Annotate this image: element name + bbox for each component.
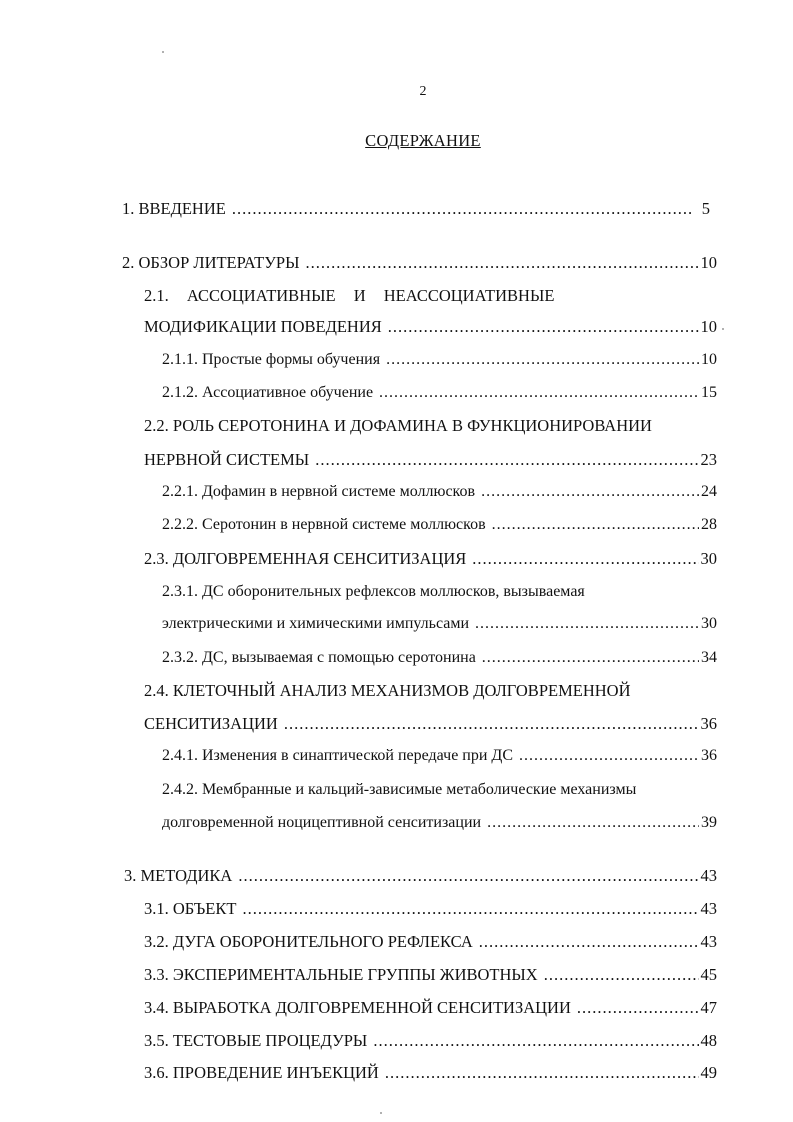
toc-leader-dots bbox=[544, 965, 699, 985]
toc-entry-3-1 bbox=[144, 899, 717, 921]
toc-leader-dots bbox=[487, 814, 699, 832]
toc-entry-2-3-1 bbox=[162, 615, 717, 637]
toc-leader-dots bbox=[238, 866, 698, 886]
toc-entry-2-3-2 bbox=[162, 649, 717, 671]
toc-entry-label: 2.2.1. Дофамин в нервной системе моллюсков bbox=[162, 483, 476, 500]
toc-entry-page: 5 bbox=[701, 199, 710, 218]
toc-entry-label: 2.3. ДОЛГОВРЕМЕННАЯ СЕНСИТИЗАЦИЯ bbox=[144, 549, 467, 568]
toc-entry-page: 45 bbox=[700, 965, 717, 984]
toc-entry-label: 2.1.2. Ассоциативное обучение bbox=[162, 384, 374, 401]
toc-leader-dots bbox=[385, 1063, 699, 1083]
scan-speck bbox=[162, 51, 164, 53]
toc-entry-page: 34 bbox=[701, 649, 717, 666]
toc-entry-label: 2.4.1. Изменения в синаптической передаче при ДС bbox=[162, 747, 513, 764]
toc-entry-label: 2.2.2. Серотонин в нервной системе моллюсков bbox=[162, 516, 486, 533]
toc-leader-dots bbox=[475, 615, 699, 633]
toc-entry-label: НЕРВНОЙ СИСТЕМЫ bbox=[144, 450, 310, 469]
toc-entry-label: 2. ОБЗОР ЛИТЕРАТУРЫ bbox=[122, 253, 300, 272]
toc-entry-page: 24 bbox=[701, 483, 717, 500]
toc-entry-2-4-2 bbox=[162, 814, 717, 836]
toc-entry-page: 36 bbox=[700, 714, 717, 733]
toc-leader-dots bbox=[481, 483, 699, 501]
toc-entry-2-2-line1: 2.2. РОЛЬ СЕРОТОНИНА И ДОФАМИНА В ФУНКЦИОНИРОВАНИИ bbox=[144, 416, 652, 435]
toc-entry-page: 10 bbox=[700, 253, 717, 272]
toc-entry-label: 1. ВВЕДЕНИЕ bbox=[122, 199, 226, 218]
toc-entry-page: 47 bbox=[700, 998, 717, 1017]
toc-entry-page: 28 bbox=[701, 516, 717, 533]
toc-entry-page: 43 bbox=[700, 899, 717, 918]
toc-entry-2-4-line1: 2.4. КЛЕТОЧНЫЙ АНАЛИЗ МЕХАНИЗМОВ ДОЛГОВРЕМЕННОЙ bbox=[144, 681, 631, 700]
toc-entry-page: 43 bbox=[700, 932, 717, 951]
toc-entry-3-5 bbox=[144, 1031, 717, 1053]
toc-entry-3-3 bbox=[144, 965, 717, 987]
toc-entry-label: долговременной ноцицептивной сенситизации bbox=[162, 814, 482, 831]
toc-leader-dots bbox=[242, 899, 698, 919]
toc-entry-label: 2.3.2. ДС, вызываемая с помощью серотонина bbox=[162, 649, 476, 666]
toc-entry-2-3-1-line1: 2.3.1. ДС оборонительных рефлексов моллюсков, вызываемая bbox=[162, 583, 585, 600]
toc-entry-page: 30 bbox=[700, 549, 717, 568]
toc-entry-2-2-1 bbox=[162, 483, 717, 505]
toc-entry-3-2 bbox=[144, 932, 717, 954]
toc-entry-2-2 bbox=[144, 450, 717, 472]
toc-entry-page: 23 bbox=[700, 450, 717, 469]
scan-speck bbox=[380, 1112, 382, 1114]
toc-entry-2-2-2 bbox=[162, 516, 717, 538]
toc-leader-dots bbox=[232, 199, 694, 219]
toc-entry-page: 10 bbox=[700, 317, 717, 336]
toc-entry-label: МОДИФИКАЦИИ ПОВЕДЕНИЯ bbox=[144, 317, 382, 336]
toc-entry-page: 15 bbox=[701, 384, 717, 401]
toc-leader-dots bbox=[492, 516, 699, 534]
toc-leader-dots bbox=[519, 747, 699, 765]
toc-entry-2-4 bbox=[144, 714, 717, 736]
toc-leader-dots bbox=[577, 998, 699, 1018]
toc-entry-page: 39 bbox=[701, 814, 717, 831]
toc-entry-label: СЕНСИТИЗАЦИИ bbox=[144, 714, 278, 733]
toc-entry-2-1-line1: 2.1. АССОЦИАТИВНЫЕ И НЕАССОЦИАТИВНЫЕ bbox=[144, 286, 555, 305]
toc-entry-label: электрическими и химическими импульсами bbox=[162, 615, 470, 632]
toc-leader-dots bbox=[379, 384, 699, 402]
toc-entry-label: 3.2. ДУГА ОБОРОНИТЕЛЬНОГО РЕФЛЕКСА bbox=[144, 932, 473, 951]
toc-entry-label: 3.6. ПРОВЕДЕНИЕ ИНЪЕКЦИЙ bbox=[144, 1063, 379, 1082]
toc-entry-methods bbox=[124, 866, 717, 888]
page-number: 2 bbox=[419, 84, 427, 99]
toc-entry-page: 30 bbox=[701, 615, 717, 632]
toc-leader-dots bbox=[373, 1031, 698, 1051]
toc-entry-label: 3.5. ТЕСТОВЫЕ ПРОЦЕДУРЫ bbox=[144, 1031, 368, 1050]
toc-entry-introduction bbox=[122, 199, 710, 221]
toc-entry-literature-review bbox=[122, 253, 717, 275]
toc-entry-page: 36 bbox=[701, 747, 717, 764]
toc-leader-dots bbox=[479, 932, 699, 952]
toc-leader-dots bbox=[388, 317, 699, 337]
toc-leader-dots bbox=[386, 351, 699, 369]
toc-leader-dots bbox=[306, 253, 699, 273]
toc-leader-dots bbox=[482, 649, 699, 667]
scan-speck bbox=[722, 328, 724, 330]
toc-entry-label: 2.1.1. Простые формы обучения bbox=[162, 351, 381, 368]
toc-entry-label: 3.4. ВЫРАБОТКА ДОЛГОВРЕМЕННОЙ СЕНСИТИЗАЦИИ bbox=[144, 998, 571, 1017]
toc-entry-3-4 bbox=[144, 998, 717, 1020]
toc-entry-2-1 bbox=[144, 317, 717, 339]
toc-entry-label: 3.1. ОБЪЕКТ bbox=[144, 899, 237, 918]
toc-entry-2-1-2 bbox=[162, 384, 717, 406]
toc-entry-3-6 bbox=[144, 1063, 717, 1085]
toc-leader-dots bbox=[315, 450, 698, 470]
toc-entry-page: 43 bbox=[700, 866, 717, 885]
toc-entry-label: 3.3. ЭКСПЕРИМЕНТАЛЬНЫЕ ГРУППЫ ЖИВОТНЫХ bbox=[144, 965, 538, 984]
toc-entry-2-4-2-line1: 2.4.2. Мембранные и кальций-зависимые метаболические механизмы bbox=[162, 781, 637, 798]
toc-entry-page: 10 bbox=[701, 351, 717, 368]
toc-entry-2-3 bbox=[144, 549, 717, 571]
toc-entry-2-1-1 bbox=[162, 351, 717, 373]
toc-entry-2-4-1 bbox=[162, 747, 717, 769]
toc-leader-dots bbox=[284, 714, 699, 734]
toc-leader-dots bbox=[472, 549, 698, 569]
toc-entry-page: 49 bbox=[700, 1063, 717, 1082]
page-title: СОДЕРЖАНИЕ bbox=[365, 131, 481, 150]
toc-entry-page: 48 bbox=[700, 1031, 717, 1050]
toc-entry-label: 3. МЕТОДИКА bbox=[124, 866, 233, 885]
